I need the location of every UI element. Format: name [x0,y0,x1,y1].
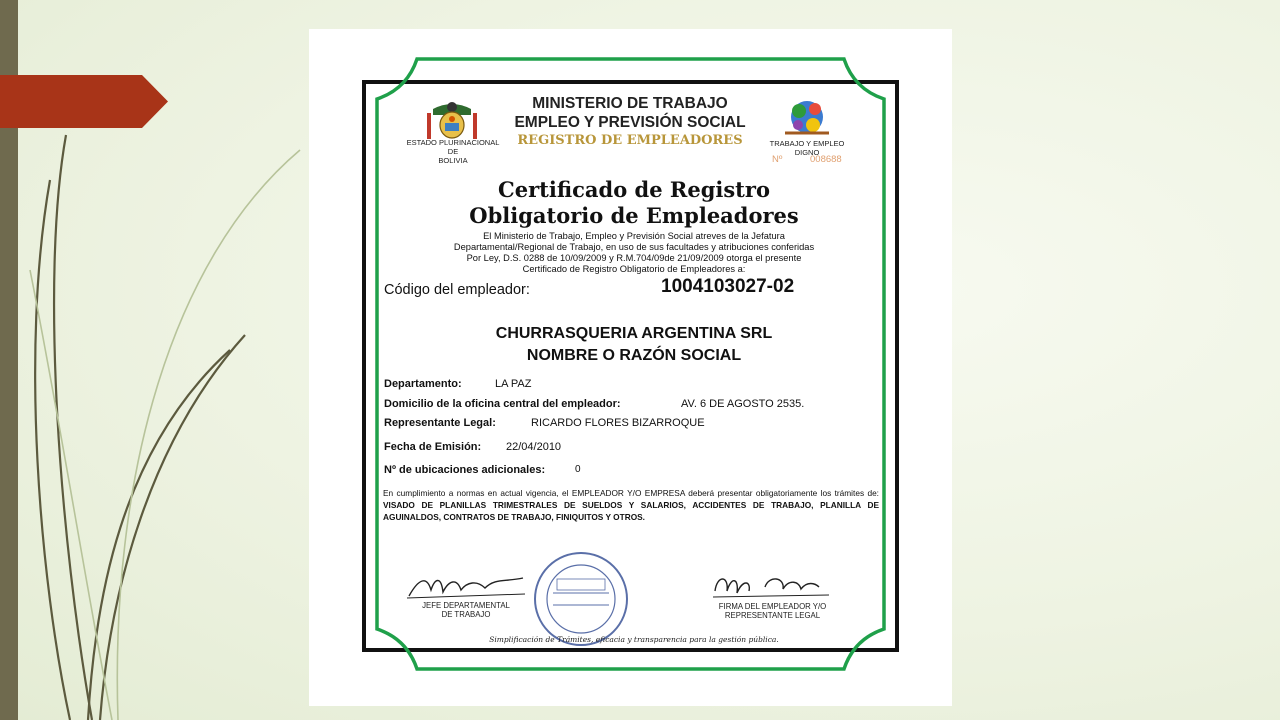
employer-code: 1004103027-02 [661,276,795,297]
state-line3: BOLIVIA [438,156,468,165]
sig-right-caption-line1: FIRMA DEL EMPLEADOR Y/O [718,602,827,611]
state-line1: ESTADO PLURINACIONAL [406,138,500,147]
department-label: Departamento: [384,378,462,390]
official-seal-stamp [531,549,631,649]
employer-code-label: Código del empleador: [384,282,530,298]
additional-locations-value: 0 [575,464,581,475]
bolivia-coat-of-arms-icon [427,99,477,141]
department-value: LA PAZ [495,378,532,390]
number-prefix: Nº [772,154,783,165]
additional-locations-label: Nº de ubicaciones adicionales: [384,464,546,476]
decorative-grass-lines [0,120,320,720]
address-label: Domicilio de la oficina central del empleador: [384,398,621,410]
certificate-number: 008688 [810,154,842,165]
certificate-title-line1: Certificado de Registro [498,177,770,202]
footer-slogan: Simplificación de Trámites, eficacia y transparencia para la gestión pública. [489,635,779,644]
legal-rep-value: RICARDO FLORES BIZARROQUE [531,417,705,429]
intro-line-3: Por Ley, D.S. 0288 de 10/09/2009 y R.M.704/09de 21/09/2009 otorga el presente [466,253,802,263]
registry-label: REGISTRO DE EMPLEADORES [517,133,743,148]
compliance-items: VISADO DE PLANILLAS TRIMESTRALES DE SUELDOS Y SALARIOS, ACCIDENTES DE TRABAJO, PLANILLA DE AGUINALDOS, CONTRATOS DE TRABAJO, FINIQUITOS Y OTROS. [383,500,879,522]
certificate-document [309,29,952,706]
employer-signature [709,569,834,601]
department-head-signature [405,572,527,602]
certificate-title-line2: Obligatorio de Empleadores [469,203,799,228]
slogan-line2: DIGNO [794,148,820,157]
intro-line-1: El Ministerio de Trabajo, Empleo y Previsión Social atreves de la Jefatura [483,231,785,241]
ministry-title-line1: MINISTERIO DE TRABAJO [532,95,728,112]
company-caption: NOMBRE O RAZÓN SOCIAL [526,347,742,364]
trabajo-empleo-digno-logo-icon [779,95,834,141]
company-name: CHURRASQUERIA ARGENTINA SRL [495,325,773,342]
legal-rep-label: Representante Legal: [384,417,496,429]
issue-date-label: Fecha de Emisión: [384,441,482,453]
address-value: AV. 6 DE AGOSTO 2535. [681,398,805,410]
intro-line-4: Certificado de Registro Obligatorio de Empleadores a: [522,264,746,274]
state-line2: DE [447,147,459,156]
slogan-line1: TRABAJO Y EMPLEO [769,139,845,148]
compliance-intro: En cumplimiento a normas en actual vigencia, el EMPLEADOR Y/O EMPRESA deberá presentar obligatoriamente los trámites de: [383,488,879,498]
sig-left-caption-line2: DE TRABAJO [441,610,491,619]
compliance-paragraph [383,487,879,523]
sig-left-caption-line1: JEFE DEPARTAMENTAL [422,601,510,610]
ministry-title-line2: EMPLEO Y PREVISIÓN SOCIAL [514,114,746,131]
sig-right-caption-line2: REPRESENTANTE LEGAL [724,611,821,620]
issue-date-value: 22/04/2010 [506,441,562,453]
intro-line-2: Departamental/Regional de Trabajo, en uso de sus facultades y atribuciones conferidas [453,242,815,252]
